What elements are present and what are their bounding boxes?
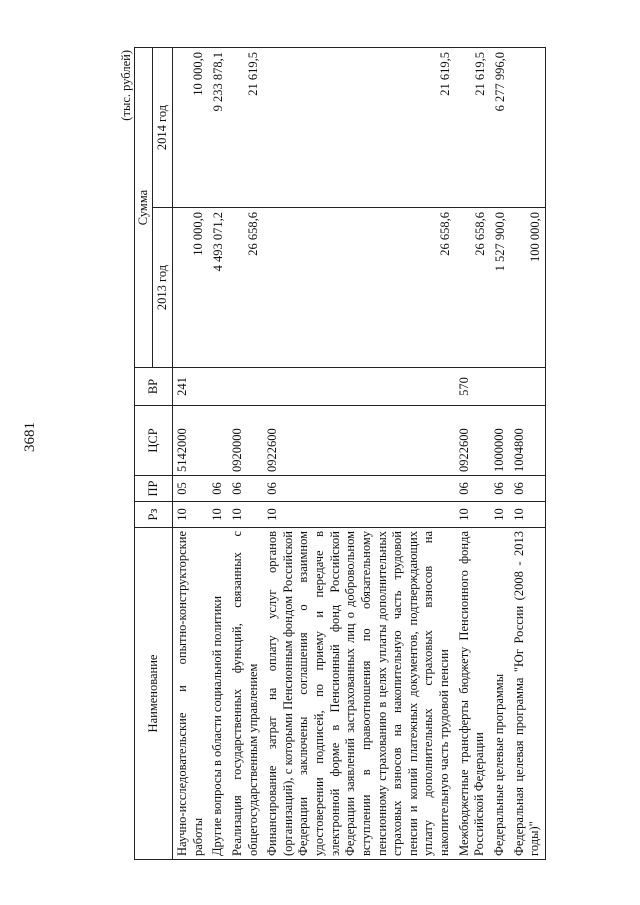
row-rz: 10 (510, 502, 546, 528)
row-sum-2014: 21 619,5 (263, 48, 455, 208)
header-sum: Сумма (135, 48, 153, 368)
row-sum-2013: 100 000,0 (510, 208, 546, 368)
row-rz: 10 (228, 502, 263, 528)
row-csr: 5142000 (173, 406, 209, 476)
row-pr: 06 (510, 476, 546, 502)
row-name: Федеральная целевая программа "Юг России (2008 - 2013 годы)" (510, 528, 546, 860)
row-rz: 10 (263, 502, 455, 528)
row-pr: 06 (455, 476, 490, 502)
header-year-2013: 2013 год (153, 208, 173, 368)
budget-table (134, 47, 546, 860)
row-vr (208, 368, 228, 406)
header-rz: Рз (135, 502, 173, 528)
row-name: Другие вопросы в области социальной политики (208, 528, 228, 860)
row-vr (263, 368, 455, 406)
row-sum-2013: 4 493 071,2 (208, 208, 228, 368)
row-csr (208, 406, 228, 476)
header-pr: ПР (135, 476, 173, 502)
table-row (208, 48, 228, 860)
row-vr (228, 368, 263, 406)
header-year-2014: 2014 год (153, 48, 173, 208)
row-sum-2014: 21 619,5 (455, 48, 490, 208)
row-name: Финансирование затрат на оплату услуг органов (организаций), с которыми Пенсионным фондом Российской Федерации заключены соглашения о взаимном удостоверении подписей, по приему и передаче в электронной форме в Пенсионный фонд Российской Федерации заявлений застрахованных лиц о добровольном вступлении в правоотношения по обязательному пенсионному страхованию в целях уплаты дополнительных страховых взносов на накопительную часть трудовой пенсии и копий платежных документов, подтверждающих уплату дополнительных страховых взносов на накопительную часть трудовой пенсии (263, 528, 455, 860)
row-csr: 0920000 (228, 406, 263, 476)
row-sum-2014: 10 000,0 (173, 48, 209, 208)
table-row (455, 48, 490, 860)
header-vr: ВР (135, 368, 173, 406)
row-pr: 06 (490, 476, 510, 502)
row-sum-2014: 6 277 996,0 (490, 48, 510, 208)
row-name: Научно-исследовательские и опытно-конструкторские работы (173, 528, 209, 860)
row-rz: 10 (455, 502, 490, 528)
row-csr: 1004800 (510, 406, 546, 476)
row-csr: 0922600 (455, 406, 490, 476)
header-name: Наименование (135, 528, 173, 860)
row-vr: 570 (455, 368, 490, 406)
rotated-document (118, 48, 546, 860)
table-row (228, 48, 263, 860)
row-name: Реализация государственных функций, связанных с общегосударственным управлением (228, 528, 263, 860)
row-name: Федеральные целевые программы (490, 528, 510, 860)
table-row (173, 48, 209, 860)
row-sum-2013: 26 658,6 (228, 208, 263, 368)
row-csr: 1000000 (490, 406, 510, 476)
row-sum-2014 (510, 48, 546, 208)
header-csr: ЦСР (135, 406, 173, 476)
table-row (510, 48, 546, 860)
row-sum-2013: 26 658,6 (455, 208, 490, 368)
table-row (263, 48, 455, 860)
row-pr: 05 (173, 476, 209, 502)
table-row (490, 48, 510, 860)
row-pr: 06 (228, 476, 263, 502)
row-vr (490, 368, 510, 406)
row-name: Межбюджетные трансферты бюджету Пенсионного фонда Российской Федерации (455, 528, 490, 860)
row-csr: 0922600 (263, 406, 455, 476)
row-vr: 241 (173, 368, 209, 406)
row-pr: 06 (208, 476, 228, 502)
row-pr: 06 (263, 476, 455, 502)
row-sum-2014: 9 233 878,1 (208, 48, 228, 208)
row-sum-2013: 10 000,0 (173, 208, 209, 368)
row-rz: 10 (173, 502, 209, 528)
row-sum-2013: 1 527 900,0 (490, 208, 510, 368)
row-rz: 10 (208, 502, 228, 528)
row-sum-2013: 26 658,6 (263, 208, 455, 368)
page-number: 3681 (22, 422, 38, 452)
row-sum-2014: 21 619,5 (228, 48, 263, 208)
units-caption: (тыс. рублей) (119, 50, 133, 121)
row-rz: 10 (490, 502, 510, 528)
row-vr (510, 368, 546, 406)
